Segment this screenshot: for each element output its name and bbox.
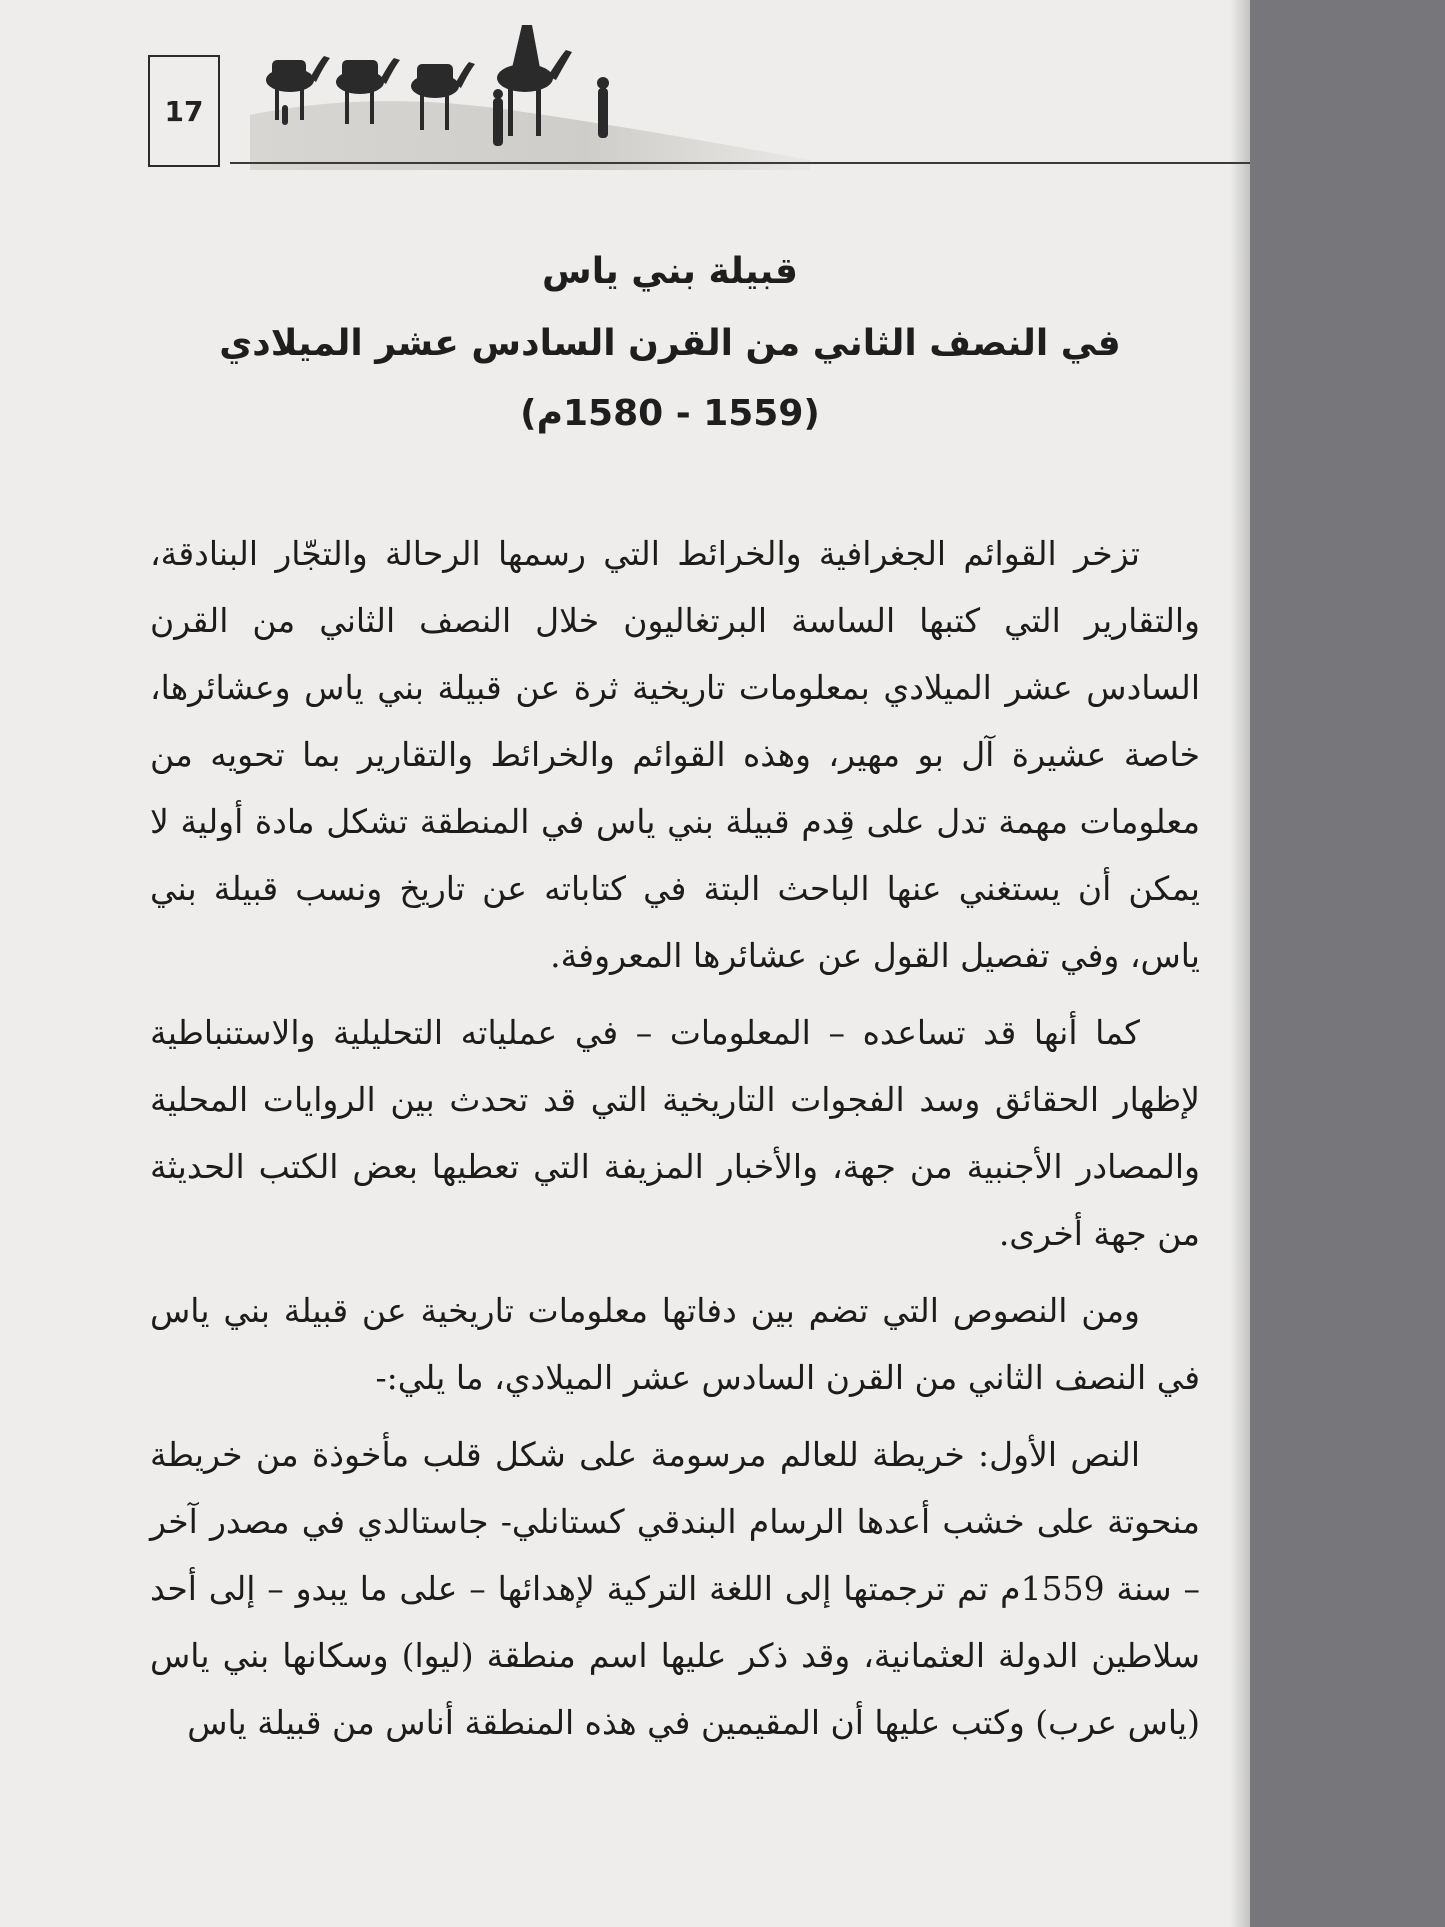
paragraph-1: تزخر القوائم الجغرافية والخرائط التي رسمها الرحالة والتجّار البنادقة، والتقارير التي كتبها الساسة البرتغاليون خلال النصف الثاني من القرن السادس عشر الميلادي بمعلومات تاريخية ثرة عن قبيلة بني ياس وعشائرها، خاصة عشيرة آل بو مهير، وهذه القوائم والخرائط والتقارير بما تحويه من معلومات مهمة تدل على قِدم قبيلة بني ياس في المنطقة تشكل مادة أولية لا يمكن أن يستغني عنها الباحث البتة في كتاباته عن تاريخ ونسب قبيلة بني ياس، وفي تفصيل القول عن عشائرها المعروفة. [150, 534, 1200, 975]
chapter-dates: (1559 - 1580م) [520, 393, 820, 434]
chapter-heading [150, 240, 1190, 446]
page-shadow [1230, 0, 1250, 1927]
paragraph-2: كما أنها قد تساعده – المعلومات – في عملياته التحليلية والاستنباطية لإظهار الحقائق وسد الفجوات التاريخية التي قد تحدث بين الروايات المحلية والمصادر الأجنبية من جهة، والأخبار المزيفة التي تعطيها بعض الكتب الحديثة من جهة أخرى. [150, 1013, 1200, 1253]
background-surface [1250, 0, 1445, 1927]
body-text [150, 520, 1200, 1766]
paragraph-4: النص الأول: خريطة للعالم مرسومة على شكل قلب مأخوذة من خريطة منحوتة على خشب أعدها الرسام البندقي كستانلي- جاستالدي في مصدر آخر – سنة 1559م تم ترجمتها إلى اللغة التركية لإهدائها – على ما يبدو – إلى أحد سلاطين الدولة العثمانية، وقد ذكر عليها اسم منطقة (ليوا) وسكانها بني ياس (ياس عرب) وكتب عليها أن المقيمين في هذه المنطقة أناس من قبيلة ياس [150, 1435, 1200, 1742]
page-number: 17 [148, 55, 220, 167]
chapter-title: قبيلة بني ياس [542, 251, 798, 292]
chapter-subtitle: في النصف الثاني من القرن السادس عشر الميلادي [219, 323, 1121, 364]
caravan-illustration [250, 20, 810, 170]
paragraph-3: ومن النصوص التي تضم بين دفاتها معلومات تاريخية عن قبيلة بني ياس في النصف الثاني من القرن السادس عشر الميلادي، ما يلي:- [150, 1291, 1200, 1397]
header-rule [230, 162, 1250, 164]
